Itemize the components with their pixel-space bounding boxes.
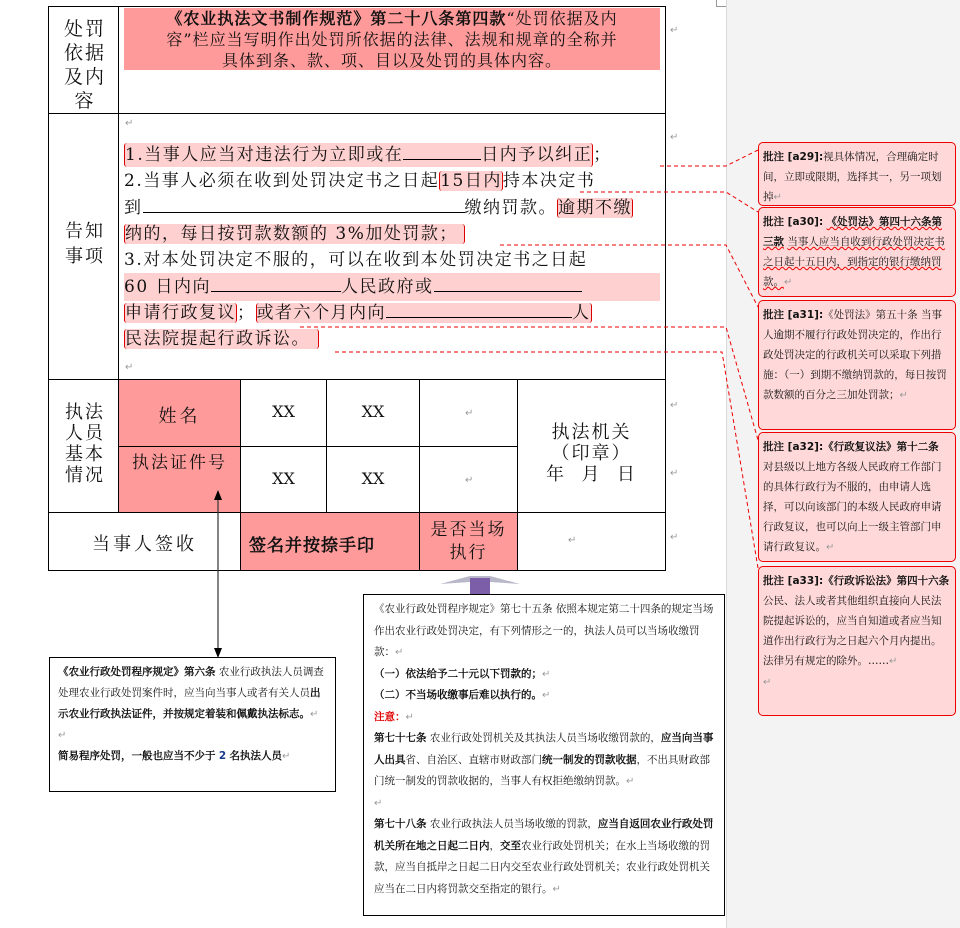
label-line: 容 <box>74 90 96 112</box>
comment-text: 视具体情况，合理确定时间，立即或限期，选择其一，另一项划掉 <box>763 151 942 203</box>
tb-text: 农业行政处罚机关；在水上当场收缴的罚款，应当自抵岸之日起二日内交至农业行政处罚机关；农业行政处罚机关应当在二日内将罚款交至指定的银行。 <box>374 839 710 895</box>
signature-label: 签名并按捺手印 <box>249 536 375 556</box>
label-line: 及内 <box>63 66 106 88</box>
comment-id: 批注 [a31]: <box>763 309 824 321</box>
tb-article-title: 第七十八条 <box>374 818 427 830</box>
label-line: 执法 <box>65 402 105 423</box>
item3-text: 3.对本处罚决定不服的，可以在收到本处罚决定书之日起 <box>124 250 588 270</box>
tb-note: 注意： <box>374 710 406 723</box>
item2-text: 持本决定书 <box>502 171 596 191</box>
agency-label: 执法机关 <box>551 422 632 443</box>
officer-name-label: 姓名 <box>158 406 201 427</box>
onsite-label-line: 是否当场 <box>430 520 507 540</box>
receipt-label: 当事人签收 <box>92 534 197 555</box>
label-line: 情况 <box>65 465 105 486</box>
officer-cert-label: 执法证件号 <box>132 453 227 473</box>
comment-text: 当事人应当自收到行政处罚决定书之日起十五日内，到指定的银行缴纳罚款。 <box>763 236 945 288</box>
item3-text: 民法院提起行政诉讼。 <box>124 329 319 349</box>
officer-2-cert: XX <box>361 469 385 488</box>
tb-text: ，不出具财政部门统一制发的罚款收据的，当事人有权拒绝缴纳罚款。 <box>374 753 710 787</box>
officer-1-cert: XX <box>272 469 295 488</box>
textbox-officer-requirements[interactable]: 《农业行政处罚程序规定》第六条 农业行政执法人员调查处理农业行政处罚案件时，应当向当事人或者有关人员出示农业行政执法证件，并按规定着装和佩戴执法标志。↵ ↵ 简易程序处罚，一般也应当不少于 2 名执法人员↵ <box>49 657 336 792</box>
item3-review[interactable]: 申请行政复议 <box>125 303 236 323</box>
comment-law: 《处罚法》第五十条 <box>823 309 918 321</box>
item3-text: 人 <box>572 303 591 323</box>
textbox-onsite-collection[interactable]: 《农业行政处罚程序规定》第七十五条 依照本规定第二十四条的规定当场作出农业行政处罚决定，有下列情形之一的，执法人员可以当场收缴罚款：↵ （一）依法给予二十元以下罚款的；↵ （二）不当场收缴事后难以执行的。↵ 注意：↵ 第七十七条 农业行政处罚机关及其执法人员当场收缴罚款的，应当向当事人出具省、自治区、直辖市财政部门统一制发的罚款收据，不出具财政部门统一制发的罚款收据的，当事人有权拒绝缴纳罚款。↵ ↵ 第七十八条 农业行政执法人员当场收缴的罚款，应当自返回农业行政处罚机关所在地之日起二日内，交至农业行政处罚机关；在水上当场收缴的罚款，应当自抵岸之日起二日内交至农业行政处罚机关；农业行政处罚机关应当在二日内将罚款交至指定的银行。↵ <box>363 594 725 916</box>
tb-bold: 简易程序处罚，一般也应当不少于 <box>58 750 216 762</box>
label-line: 事项 <box>65 246 105 267</box>
label-line: 处罚 <box>63 18 106 40</box>
comment-text: 当事人逾期不履行行政处罚决定的，作出行政处罚决定的行政机关可以采取下列措施：（一）到期不缴纳罚款的，每日按罚款数额的百分之三加处罚款； <box>763 309 947 401</box>
tb-law-title: 《农业行政处罚程序规定》第六条 <box>58 666 216 678</box>
comment-text: 对县级以上地方各级人民政府工作部门的具体行政行为不服的，由申请人选择，可以向该部门的本级人民政府申请行政复议，也可以向上一级主管部门申请行政复议。 <box>763 461 942 553</box>
seal-label: （印章） <box>551 443 632 464</box>
item1-text: 日内予以纠正 <box>481 145 593 165</box>
comment-law: 《处罚法》第四十六条第三款 <box>763 216 942 248</box>
item2-text: 缴纳罚款。 <box>464 198 557 218</box>
tb-text: 省、自治区、直辖市财政部门 <box>405 753 542 766</box>
item3-text: 60 日内向 <box>124 277 212 297</box>
label-line: 基本 <box>65 444 105 465</box>
comment-id: 批注 [a29]: <box>763 151 824 163</box>
tb-text: 农业行政执法人员当场收缴的罚款， <box>429 818 598 830</box>
tb-text: 农业行政执法人员调查处理农业行政处罚案件时，应当向当事人或者有关人员 <box>58 666 324 699</box>
officer-1-name: XX <box>272 402 295 421</box>
comment-a29[interactable]: 批注 [a29]:视具体情况，合理确定时间，立即或限期，选择其一，另一项划掉↵ <box>758 142 956 206</box>
tb-article-title: 第七十七条 <box>374 732 427 744</box>
basis-law-title: 《农业执法文书制作规范》第二十八条第四款 <box>166 9 507 28</box>
basis-line: 容”栏应当写明作出处罚所依据的法律、法规和规章的全称并 <box>166 30 618 49</box>
tb-bold: 应当自返回农业行政处罚机关所在地之日起二日内 <box>374 818 714 852</box>
tb-bold: 名执法人员 <box>229 750 282 762</box>
label-line: 依据 <box>63 42 106 64</box>
tb-bold: 应当向当事人出具 <box>374 732 714 766</box>
comment-a31[interactable]: 批注 [a31]:《处罚法》第五十条 当事人逾期不履行行政处罚决定的，作出行政处罚决定的行政机关可以采取下列措施：（一）到期不缴纳罚款的，每日按罚款数额的百分之三加处罚款；↵ <box>758 300 956 430</box>
comment-a32[interactable]: 批注 [a32]:《行政复议法》第十二条 对县级以上地方各级人民政府工作部门的具体行政行为不服的，由申请人选择，可以向该部门的本级人民政府申请行政复议，也可以向上一级主管部门申请行政复议。↵ <box>758 432 956 562</box>
tb-bold: 出示农业行政执法证件，并按规定着装和佩戴执法标志。 <box>58 687 321 720</box>
comment-id: 批注 [a33]: <box>763 575 824 587</box>
tb-bold: 交至 <box>500 839 521 852</box>
item2-text: 到 <box>124 198 143 218</box>
onsite-exec-value-cell[interactable]: ↵ <box>517 512 666 571</box>
row-notice-content-cell: ↵ 1.当事人应当对违法行为立即或在 日内予以纠正； 2.当事人必须在收到处罚决定书之日起15日内持本决定书 到 缴纳罚款。逾期不缴 纳的，每日按罚款数额的 3%加处罚款； 3.对本处罚决定不服的，可以在收到本处罚决定书之日起 60 日内向 人民政府或 申请行政复议；或者六个月内向 人 民法院提起行政诉讼。 ↵ <box>118 113 666 380</box>
item1-end: ； <box>593 145 612 165</box>
comment-id: 批注 [a32]: <box>763 441 824 453</box>
basis-line: “处罚依据及内 <box>506 9 618 28</box>
officer-3-cert-cell[interactable]: ↵ <box>419 446 518 513</box>
onsite-label-line: 执行 <box>449 543 488 563</box>
tb-bold: （一）依法给予二十元以下罚款的； <box>374 667 542 680</box>
item1-text: 1.当事人应当对违法行为立即或在 <box>125 145 404 165</box>
tb-text: 农业行政处罚机关及其执法人员当场收缴罚款的， <box>429 732 661 744</box>
comment-id: 批注 [a30]: <box>763 216 824 228</box>
item2-days[interactable]: 15日内 <box>440 171 502 191</box>
tb-bold: 统一制发的罚款收据 <box>542 753 637 766</box>
item2-overdue[interactable]: 逾期不缴 <box>558 198 632 218</box>
tb-text: ， <box>489 839 500 852</box>
label-line: 人员 <box>65 423 105 444</box>
item2-overdue: 纳的，每日按罚款数额的 3%加处罚款； <box>124 224 465 244</box>
comment-text: 公民、法人或者其他组织直接向人民法院提起诉讼的，应当自知道或者应当知道作出行政行为之日起六个月内提出。法律另有规定的除外。…… <box>763 595 942 667</box>
officer-2-name: XX <box>361 402 385 421</box>
document-page: 处罚 依据 及内 容 《农业执法文书制作规范》第二十八条第四款“处罚依据及内 容”栏应当写明作出处罚所依据的法律、法规和规章的全称并 具体到条、款、项、目以及处罚的具体内容。 告知 事项 ↵ 1.当事人应当对违法行为立即或在 日内予以纠正； 2.当事人必须在收到处罚决定书之日起15日内持本决定书 到 缴纳罚款。逾期不缴 纳的，每日按罚款数额的 3%加处罚款； 3.对本处罚决定不服的，可以在收到本处罚决定书之日起 60 日内向 人民政府或 申请行政复议；或者六个月内向 人 民法院提起行政诉讼。 ↵ 执法 人员 基本 情况 姓名 执法证件号 XX XX ↵ XX XX ↵ 执法机关 （印章） 年 月 日 当事人签收 签名并按捺手印 是否当场 执行 ↵ ↵ ↵ ↵ ↵ ↵ 《农业行政处罚程序规定》第六条 农业行政执法人员调查处理农业行政处罚案件时，应当向当事人或者有关人员出示农业行政执法证件，并按规定着装和佩戴执法标志。↵ ↵ 简易程序处罚，一般也应当不少于 2 名执法人员↵ 《农业行政处罚程序规定》第七十五条 依照本规定第二十四条的规定当场作出农业行政处罚决定，有下列情形之一的，执法人员可以当场收缴罚款：↵ （一）依法给予二十元以下罚款的；↵ （二）不当场收缴事后难以执行的。↵ 注意：↵ 第七十七条 农业行政处罚机关及其执法人员当场收缴罚款的，应当向当事人出具省、自治区、直辖市财政部门统一制发的罚款收据，不出具财政部门统一制发的罚款收据的，当事人有权拒绝缴纳罚款。↵ ↵ 第七十八条 农业行政执法人员当场收缴的罚款，应当自返回农业行政处罚机关所在地之日起二日内，交至农业行政处罚机关；在水上当场收缴的罚款，应当自抵岸之日起二日内交至农业行政处罚机关；农业行政处罚机关应当在二日内将罚款交至指定的银行。↵ <box>0 0 726 928</box>
item3-text: 或者六个月内向 <box>256 303 386 323</box>
item3-sep: ； <box>237 303 256 323</box>
item2-text: 2.当事人必须在收到处罚决定书之日起 <box>124 171 440 191</box>
label-line: 告知 <box>65 221 105 242</box>
date-label: 年 月 日 <box>546 464 637 485</box>
comment-law: 《行政诉讼法》第四十六条 <box>823 575 950 587</box>
tb-bold: （二）不当场收缴事后难以执行的。 <box>374 689 542 701</box>
basis-line: 具体到条、款、项、目以及处罚的具体内容。 <box>221 51 562 70</box>
item3-text: 人民政府或 <box>341 277 434 297</box>
officer-3-name-cell[interactable]: ↵ <box>419 379 518 447</box>
comment-law: 《行政复议法》第十二条 <box>823 441 939 453</box>
tb-text: 《农业行政处罚程序规定》第七十五条 依照本规定第二十四条的规定当场作出农业行政处罚决定，有下列情形之一的，执法人员可以当场收缴罚款： <box>374 603 714 658</box>
tb-num: 2 <box>218 750 227 762</box>
comment-a30[interactable]: 批注 [a30]: 《处罚法》第四十六条第三款 当事人应当自收到行政处罚决定书之日起十五日内，到指定的银行缴纳罚款。↵ <box>758 207 956 297</box>
comment-a33[interactable]: 批注 [a33]:《行政诉讼法》第四十六条 公民、法人或者其他组织直接向人民法院提起诉讼的，应当自知道或者应当知道作出行政行为之日起六个月内提出。法律另有规定的除外。……↵ ↵ <box>758 566 956 716</box>
